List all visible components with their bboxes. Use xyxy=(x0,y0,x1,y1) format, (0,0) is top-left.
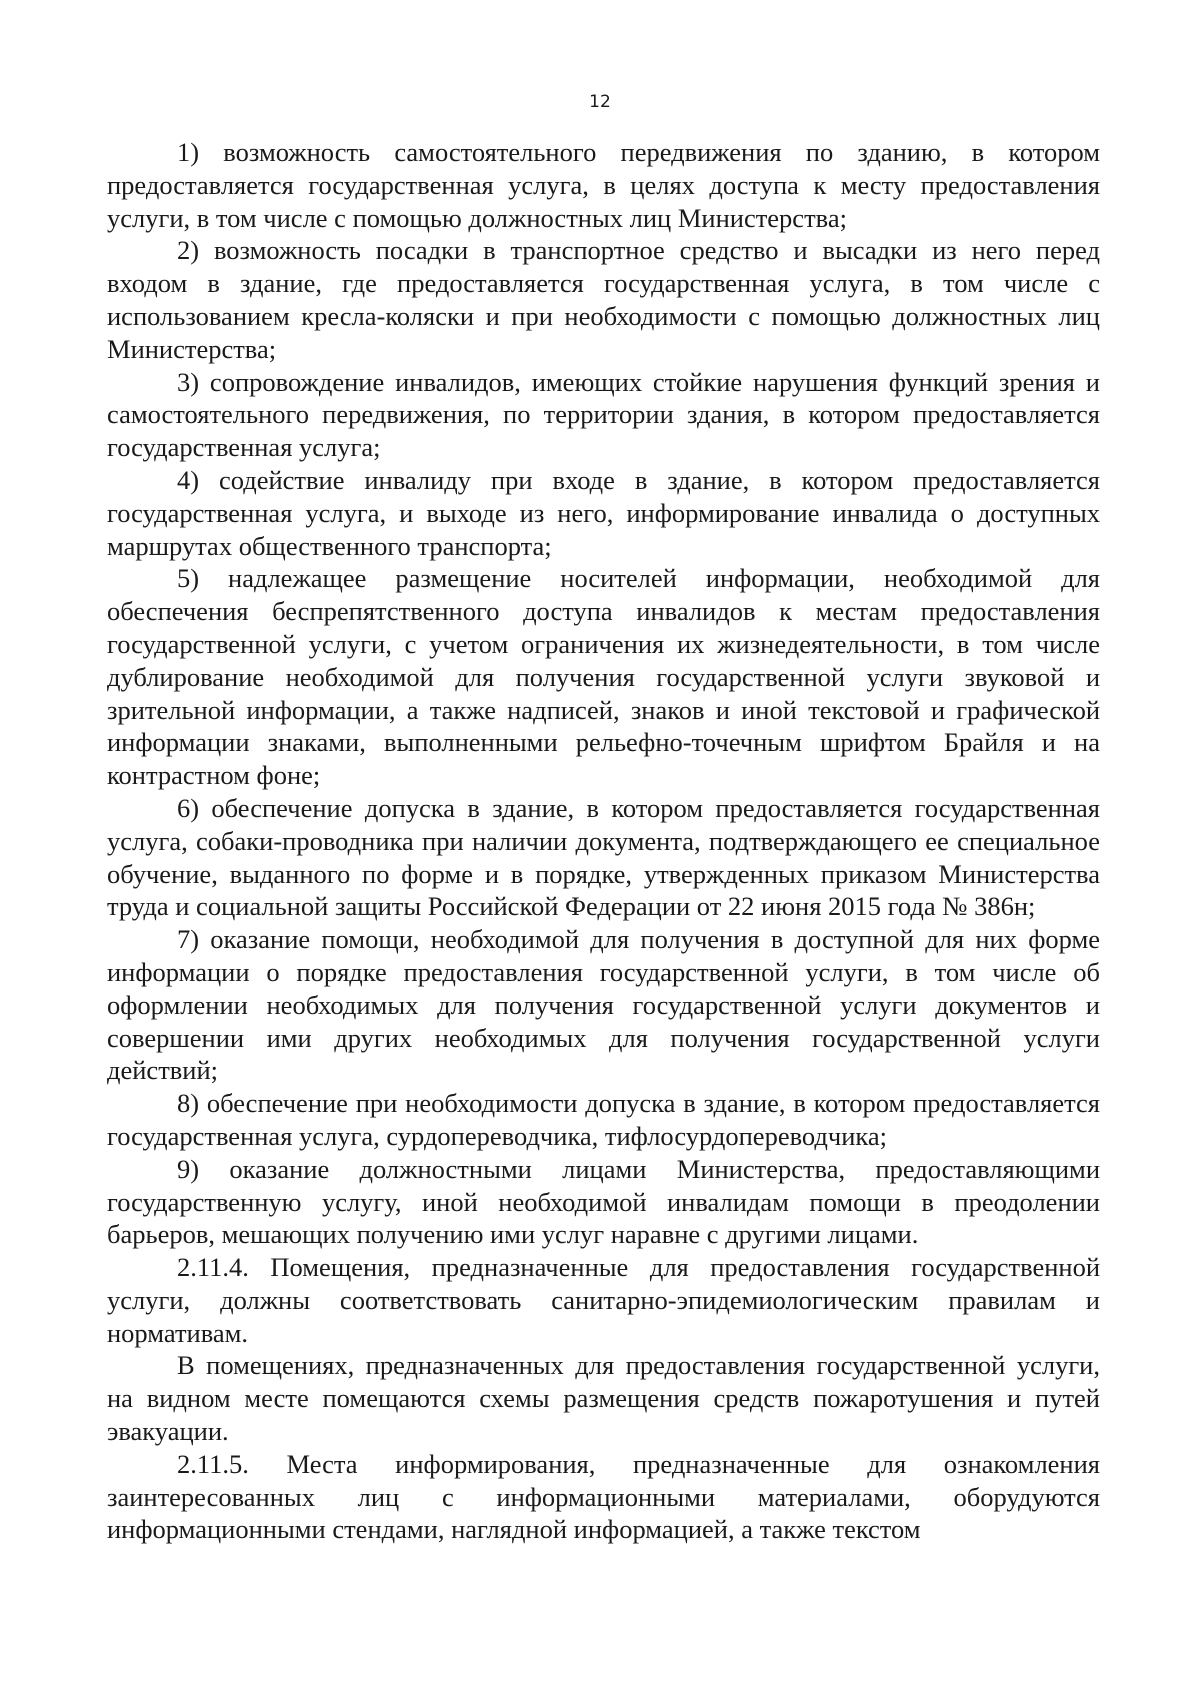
paragraph-item-3: 3) сопровождение инвалидов, имеющих стойкие нарушения функций зрения и самостоятельного передвижения, по территории здания, в котором предоставляется государственная услуга; xyxy=(107,366,1100,463)
paragraph-evacuation-schemes: В помещениях, предназначенных для предоставления государственной услуги, на видном месте помещаются схемы размещения средств пожаротушения и путей эвакуации. xyxy=(107,1350,1100,1447)
paragraph-item-6: 6) обеспечение допуска в здание, в котором предоставляется государственная услуга, собаки-проводника при наличии документа, подтверждающего ее специальное обучение, выданного по форме и в порядке, утвержденных приказом Министерства труда и социальной защиты Российской Федерации от 22 июня 2015 года № 386н; xyxy=(107,792,1100,922)
paragraph-item-2: 2) возможность посадки в транспортное средство и высадки из него перед входом в здание, где предоставляется государственная услуга, в том числе с использованием кресла-коляски и при необходимости с помощью должностных лиц Министерства; xyxy=(107,235,1100,364)
paragraph-item-7: 7) оказание помощи, необходимой для получения в доступной для них форме информации о порядке предоставления государственной услуги, в том числе об оформлении необходимых для получения государственной услуги документов и совершении ими других необходимых для получения государственной услуги действий; xyxy=(107,924,1100,1086)
paragraph-item-9: 9) оказание должностными лицами Министерства, предоставляющими государственную услугу, иной необходимой инвалидам помощи в преодолении барьеров, мешающих получению ими услуг наравне с другими лицами. xyxy=(107,1153,1100,1250)
document-body xyxy=(107,136,1100,1546)
paragraph-2-11-5: 2.11.5. Места информирования, предназначенные для ознакомления заинтересованных лиц с информационными материалами, оборудуются информационными стендами, наглядной информацией, а также текстом xyxy=(107,1448,1100,1545)
page-number: 12 xyxy=(589,92,611,112)
paragraph-item-1: 1) возможность самостоятельного передвижения по зданию, в котором предоставляется государственная услуга, в целях доступа к месту предоставления услуги, в том числе с помощью должностных лиц Министерства; xyxy=(107,137,1100,233)
paragraph-item-4: 4) содействие инвалиду при входе в здание, в котором предоставляется государственная услуга, и выходе из него, информирование инвалида о доступных маршрутах общественного транспорта; xyxy=(107,464,1100,561)
paragraph-item-5: 5) надлежащее размещение носителей информации, необходимой для обеспечения беспрепятственного доступа инвалидов к местам предоставления государственной услуги, с учетом ограничения их жизнедеятельности, в том числе дублирование необходимой для получения государственной услуги звуковой и зрительной информации, а также надписей, знаков и иной текстовой и графической информации знаками, выполненными рельефно-точечным шрифтом Брайля и на контрастном фоне; xyxy=(107,563,1100,791)
paragraph-item-8: 8) обеспечение при необходимости допуска в здание, в котором предоставляется государственная услуга, сурдопереводчика, тифлосурдопереводчика; xyxy=(107,1088,1100,1151)
paragraph-2-11-4: 2.11.4. Помещения, предназначенные для предоставления государственной услуги, должны соответствовать санитарно-эпидемиологическим правилам и нормативам. xyxy=(107,1252,1100,1348)
